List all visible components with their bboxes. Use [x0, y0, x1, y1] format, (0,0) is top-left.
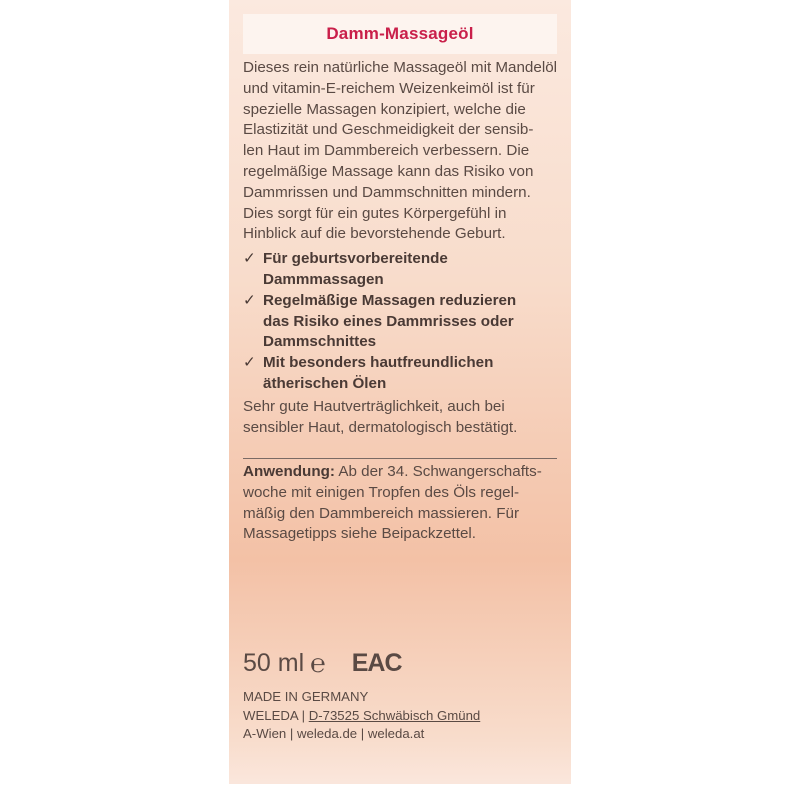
volume-label: 50 ml — [243, 648, 305, 677]
benefit-item — [243, 249, 563, 291]
description-line: Dieses rein natürliche Massageöl mit Mandelöl — [243, 59, 558, 76]
tolerance-line: Sehr gute Hautverträglichkeit, auch bei — [243, 397, 505, 415]
usage-line: Massagetipps siehe Beipackzettel. — [243, 525, 477, 543]
benefit-line: das Risiko eines Dammrisses oder — [263, 312, 514, 330]
manufacturer-info — [243, 688, 563, 744]
usage-line — [243, 462, 563, 483]
benefit-item — [243, 353, 563, 395]
product-description — [243, 58, 563, 438]
web-line: A-Wien | weleda.de | weleda.at — [243, 726, 425, 741]
description-line: len Haut im Dammbereich verbessern. Die — [243, 142, 530, 160]
product-label-panel — [229, 0, 571, 800]
tolerance-paragraph — [243, 397, 563, 439]
benefit-line: Mit besonders hautfreundlichen — [263, 354, 494, 372]
usage-line: mäßig den Dammbereich massieren. Für — [243, 504, 520, 522]
usage-text: Ab der 34. Schwangerschafts- — [334, 463, 542, 480]
usage-section — [243, 462, 563, 545]
tolerance-line: sensibler Haut, dermatologisch bestätigt. — [243, 418, 518, 436]
volume-row — [243, 645, 402, 681]
benefit-item — [243, 291, 563, 353]
bottom-strip — [229, 784, 571, 800]
benefit-line: Für geburtsvorbereitende — [263, 250, 448, 268]
title-bar — [243, 14, 557, 54]
brand-name: WELEDA | — [243, 707, 309, 723]
description-line: Hinblick auf die bevorstehende Geburt. — [243, 225, 506, 243]
benefit-list — [243, 249, 563, 395]
eac-mark-icon: EAC — [351, 648, 402, 677]
usage-label: Anwendung: — [243, 463, 335, 480]
description-line: Elastizität und Geschmeidigkeit der sensib- — [243, 121, 534, 139]
section-divider — [243, 458, 557, 459]
product-title: Damm-Massageöl — [326, 24, 474, 43]
benefit-line: Dammschnittes — [263, 333, 377, 351]
address-line — [243, 707, 563, 726]
benefit-line: ätherischen Ölen — [263, 374, 387, 392]
description-paragraph — [243, 58, 563, 245]
origin-line: MADE IN GERMANY — [243, 689, 369, 704]
description-line: regelmäßige Massage kann das Risiko von — [243, 162, 534, 180]
checkmark-icon: ✓ — [243, 291, 256, 309]
checkmark-icon: ✓ — [243, 250, 256, 268]
address-text: D-73525 Schwäbisch Gmünd — [308, 707, 481, 723]
benefit-line: Regelmäßige Massagen reduzieren — [263, 291, 517, 309]
description-line: Dies sorgt für ein gutes Körpergefühl in — [243, 204, 507, 222]
description-line: Dammrissen und Dammschnitten mindern. — [243, 183, 531, 201]
usage-line: woche mit einigen Tropfen des Öls regel- — [243, 483, 520, 501]
description-line: und vitamin-E-reichem Weizenkeimöl ist für — [243, 79, 535, 97]
estimated-sign-icon: ℮ — [310, 647, 326, 678]
description-line: spezielle Massagen konzipiert, welche die — [243, 100, 526, 118]
benefit-line: Dammmassagen — [263, 270, 384, 288]
checkmark-icon: ✓ — [243, 354, 256, 372]
